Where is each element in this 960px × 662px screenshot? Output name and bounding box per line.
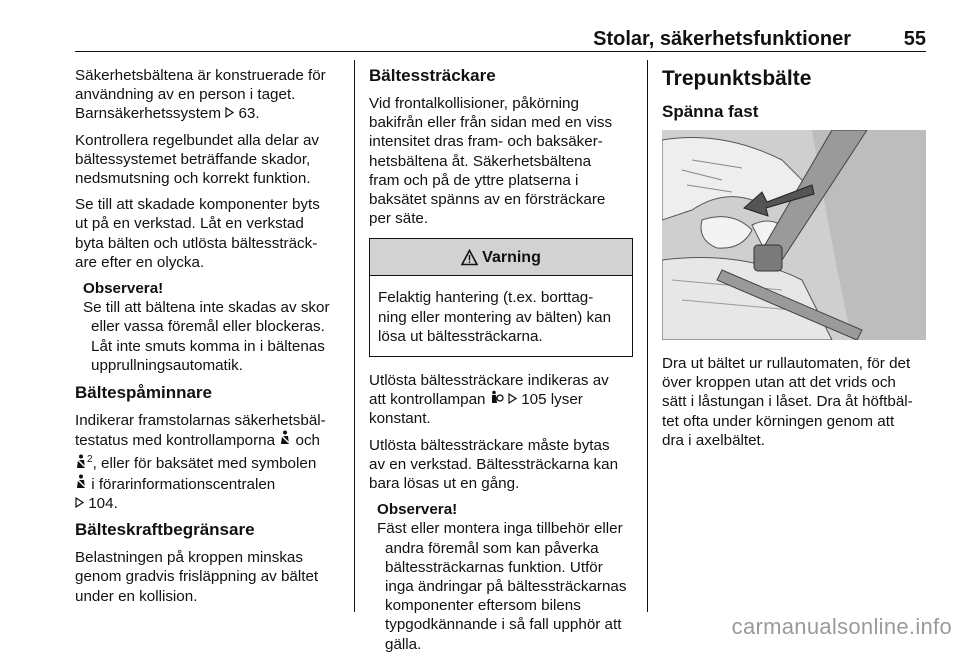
seatbelt-icon xyxy=(75,454,87,469)
note-box: Observera! Se till att bältena inte skadas av skor eller vassa föremål eller blockeras. Låt inte smuts komma in i bältenas upprullningsautomatik. xyxy=(83,279,347,375)
page-title: Stolar, säkerhetsfunktioner xyxy=(593,28,851,50)
note-heading: Observera! xyxy=(83,280,164,298)
page-link-63[interactable]: 63. xyxy=(238,105,260,123)
paragraph-reminder: Indikerar framstolarnas säkerhetsbäl- testatus med kontrollamporna och $^2$, eller för baksätet med symbolen i förarinformationscentralen 104. xyxy=(75,412,326,512)
page-number: 55 xyxy=(903,28,926,50)
warning-header xyxy=(370,239,632,276)
page-reference-icon xyxy=(508,393,517,404)
note-box: Observera! Fäst eller montera inga tillbehör eller andra föremål som kan påverka bältessträckarnas funktion. Utför inga ändringar på bältessträckarnas komponenter eftersom bilens typgodkännande i så fall upphör att gälla. xyxy=(377,500,635,654)
paragraph-intro: Säkerhetsbältena är konstruerade för användning av en person i taget. Barnsäkerhetssystem 63. xyxy=(75,67,326,123)
page-header xyxy=(75,24,926,54)
section-heading-force-limiter: Bälteskraftbegränsare xyxy=(75,520,255,540)
paragraph-check: Kontrollera regelbundet alla delar av bältessystemet beträffande skador, nedsmutsning och korrekt funktion. xyxy=(75,131,320,188)
page-reference-icon xyxy=(75,497,84,508)
seatbelt-illustration xyxy=(662,130,926,340)
page-reference-icon xyxy=(225,107,234,118)
column-right xyxy=(662,66,926,457)
paragraph-pretensioner: Vid frontalkollisioner, påkörning bakifrån eller från sidan med en viss intensitet dras fram- och baksäker- hetsbältena åt. Säkerhetsbältena fram och på de yttre platserna i baksätet spänns av en försträckare per säte. xyxy=(369,95,613,228)
page-link-104[interactable]: 104. xyxy=(88,494,118,512)
warning-body: Felaktig hantering (t.ex. borttag- ning eller montering av bälten) kan lösa ut bältessträckarna. xyxy=(378,289,612,345)
belt-fastening-illustration xyxy=(662,130,926,340)
warning-title: Varning xyxy=(482,248,541,266)
airbag-warning-lamp-icon xyxy=(490,390,504,404)
subheading-fasten: Spänna fast xyxy=(662,102,759,121)
warning-box xyxy=(369,238,633,357)
watermark: carmanualsonline.info xyxy=(731,614,952,639)
seatbelt-icon xyxy=(75,474,87,489)
paragraph-limiter: Belastningen på kroppen minskas genom gradvis frisläppning av bältet under en kollision. xyxy=(75,549,319,605)
paragraph-replace-pretensioner: Utlösta bältessträckare måste bytas av en verkstad. Bältessträckarna kan bara lösas ut en gång. xyxy=(369,436,619,493)
paragraph-indicator: Utlösta bältessträckare indikeras av att kontrollampan 105 lyser konstant. xyxy=(369,372,609,428)
warning-triangle-icon xyxy=(461,249,478,266)
section-heading-pretensioner: Bältessträckare xyxy=(369,66,496,85)
note-heading: Observera! xyxy=(377,501,458,519)
column-divider xyxy=(647,60,648,612)
paragraph-fasten: Dra ut bältet ur rullautomaten, för det över kroppen utan att det vrids och sätt i låstungan i låset. Dra åt höftbäl- tet ofta under körningen genom att dra i axelbältet. xyxy=(662,355,913,449)
paragraph-replace: Se till att skadade komponenter byts ut på en verkstad. Låt en verkstad byta bälten och utlösta bältessträck- are efter en olycka. xyxy=(75,196,320,271)
column-divider xyxy=(354,60,355,612)
section-heading-three-point-belt: Trepunktsbälte xyxy=(662,67,812,90)
seatbelt-icon xyxy=(279,430,291,445)
column-middle xyxy=(369,66,635,662)
header-rule xyxy=(75,51,926,52)
column-left xyxy=(75,66,347,613)
section-heading-belt-reminder: Bältespåminnare xyxy=(75,383,212,403)
